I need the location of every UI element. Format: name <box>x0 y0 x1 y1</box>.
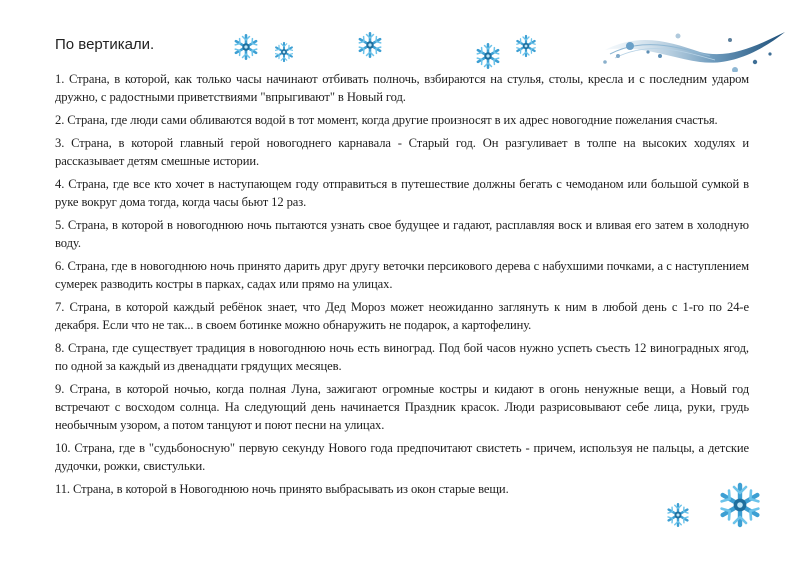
swoosh-ornament-icon <box>590 22 790 77</box>
question-item-2: 2. Страна, где люди сами обливаются водой в тот момент, когда другие произносят в их адрес новогодние пожелания счастья. <box>55 113 718 127</box>
question-item-6: 6. Страна, где в новогоднюю ночь принято дарить друг другу веточки персикового дерева с набухшими почками, а с наступлением сумерек разводить костры в парках, садах или прямо на улицах. <box>55 259 749 291</box>
question-item-7: 7. Страна, в которой каждый ребёнок знает, что Дед Мороз может неожиданно заглянуть к ним в любой день с 1-го по 24-е декабря. Если что не так... в своем ботинке можно обнаружить не подарок, а картофелину. <box>55 300 749 332</box>
snowflake-icon <box>665 502 691 528</box>
question-item-10: 10. Страна, где в "судьбоносную" первую секунду Нового года предпочитают свистеть - причем, используя не пальцы, а детские дудочки, рожки, свистульки. <box>55 441 749 473</box>
question-item-8: 8. Страна, где существует традиция в новогоднюю ночь есть виноград. Под бой часов нужно успеть съесть 12 виноградных ягод, по одной за каждый из двенадцати грядущих месяцев. <box>55 341 749 373</box>
question-list <box>55 70 749 503</box>
question-item-3: 3. Страна, в которой главный герой новогоднего карнавала - Старый год. Он разгуливает в толпе на высоких ходулях и рассказывает детям смешные истории. <box>55 136 749 168</box>
snowflake-icon <box>356 31 384 59</box>
page-title: По вертикали. <box>55 36 155 53</box>
snowflake-icon <box>273 41 295 63</box>
question-item-4: 4. Страна, где все кто хочет в наступающем году отправиться в путешествие должны бегать с чемоданом или большой сумкой в руке вокруг дома тогда, когда часы бьют 12 раз. <box>55 177 749 209</box>
question-item-1: 1. Страна, в которой, как только часы начинают отбивать полночь, взбираются на стулья, столы, кресла и с последним ударом дружно, с радостными приветствиями "впрыгивают" в Новый год. <box>55 72 749 104</box>
snowflake-icon <box>232 33 260 61</box>
snowflake-icon <box>716 481 764 529</box>
question-item-9: 9. Страна, в которой ночью, когда полная Луна, зажигают огромные костры и кидают в огонь ненужные вещи, а Новый год встречают с восходом солнца. На следующий день начинается Праздник красок. Люди разрисовывают себе лица, руки, грудь необычным узором, а потом танцуют и поют песни на улицах. <box>55 382 749 432</box>
question-item-5: 5. Страна, в которой в новогоднюю ночь пытаются узнать свое будущее и гадают, расплавляя воск и вливая его затем в холодную воду. <box>55 218 749 250</box>
question-item-11: 11. Страна, в которой в Новогоднюю ночь принято выбрасывать из окон старые вещи. <box>55 482 509 496</box>
snowflake-icon <box>514 34 538 58</box>
snowflake-icon <box>474 42 502 70</box>
